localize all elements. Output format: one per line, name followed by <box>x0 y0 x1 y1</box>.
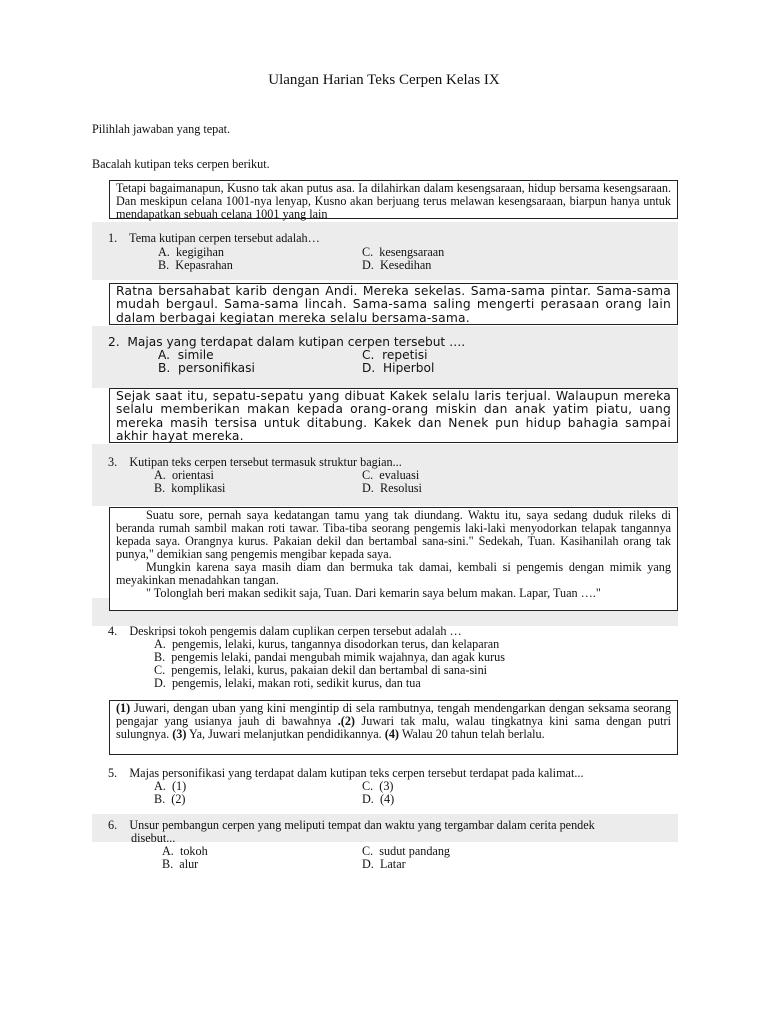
question-text: Unsur pembangun cerpen yang meliputi tempat dan waktu yang tergambar dalam cerita pendek <box>129 818 595 832</box>
option-4a[interactable]: A. pengemis, lelaki, kurus, tangannya disodorkan terus, dan kelaparan <box>154 637 500 651</box>
question-text: Kutipan teks cerpen tersebut termasuk struktur bagian... <box>129 455 402 469</box>
option-3a[interactable]: A. orientasi <box>154 468 214 482</box>
option-3b[interactable]: B. komplikasi <box>154 481 226 495</box>
question-number: 3. <box>108 455 118 469</box>
passage-box-1 <box>109 180 678 219</box>
option-2a[interactable]: A. simile <box>158 348 214 362</box>
question-1 <box>108 231 320 246</box>
question-6-cont: disebut... <box>131 831 176 845</box>
question-number: 1. <box>108 231 118 245</box>
passage-box-2 <box>109 283 678 325</box>
passage-text: Tetapi bagaimanapun, Kusno tak akan putus asa. Ia dilahirkan dalam kesengsaraan, hidup bersama kesengsaraan. Dan meskipun celana 1001-nya lenyap, Kusno akan berjuang terus melawan kesengsaraan, biarpun hanya untuk mendapatkan sebuah celana 1001 yang lain <box>116 181 671 221</box>
option-4d[interactable]: D. pengemis, lelaki, makan roti, sedikit kurus, dan tua <box>154 676 421 690</box>
option-1d[interactable]: D. Kesedihan <box>362 258 432 272</box>
passage-paragraph-3: " Tolonglah beri makan sedikit saja, Tuan. Dari kemarin saya belum makan. Lapar, Tuan …." <box>146 586 601 600</box>
passage-box-3 <box>109 388 678 443</box>
question-6 <box>108 818 595 833</box>
option-5b[interactable]: B. (2) <box>154 792 186 806</box>
passage-box-5 <box>109 700 678 755</box>
question-number: 5. <box>108 766 118 780</box>
passage-text: Ratna bersahabat karib dengan Andi. Mereka sekelas. Sama-sama pintar. Sama-sama mudah bergaul. Sama-sama lincah. Sama-sama saling mengerti perasaan orang lain dalam berbagai kegiatan mereka selalu bersama-sama. <box>116 284 671 325</box>
question-text: Majas yang terdapat dalam kutipan cerpen tersebut …. <box>127 335 466 349</box>
option-2d[interactable]: D. Hiperbol <box>362 361 435 375</box>
question-3 <box>108 455 402 470</box>
page-title: Ulangan Harian Teks Cerpen Kelas IX <box>268 72 500 88</box>
option-1c[interactable]: C. kesengsaraan <box>362 245 445 259</box>
passage-paragraph-1: Suatu sore, pernah saya kedatangan tamu yang tak diundang. Waktu itu, saya sedang duduk rileks di beranda rumah sambil makan roti tawar. Tiba-tiba seorang pengemis laki-laki menyodorkan telapak tangannya kepada saya. Orangnya kurus. Pakaian dekil dan bertambal sana-sini." Sedekah, Tuan. Kasihanilah orang tak punya," demikian sang pengemis mengibar kepada saya. <box>116 508 671 561</box>
question-number: 6. <box>108 818 118 832</box>
question-text: Tema kutipan cerpen tersebut adalah… <box>129 231 320 245</box>
option-5a[interactable]: A. (1) <box>154 779 187 793</box>
option-3c[interactable]: C. evaluasi <box>362 468 420 482</box>
question-2 <box>108 335 465 349</box>
question-number: 4. <box>108 624 118 638</box>
option-5d[interactable]: D. (4) <box>362 792 395 806</box>
option-6d[interactable]: D. Latar <box>362 857 406 871</box>
instruction: Pilihlah jawaban yang tepat. <box>92 122 231 136</box>
intro: Bacalah kutipan teks cerpen berikut. <box>92 157 270 171</box>
option-6b[interactable]: B. alur <box>162 857 199 871</box>
option-1a[interactable]: A. kegigihan <box>158 245 225 259</box>
question-text: Majas personifikasi yang terdapat dalam kutipan teks cerpen tersebut terdapat pada kalimat... <box>129 766 584 780</box>
option-2c[interactable]: C. repetisi <box>362 348 428 362</box>
passage-paragraph-2: Mungkin karena saya masih diam dan bermuka tak damai, kembali si pengemis dengan mimik yang meyakinkan menadahkan tangan. <box>116 560 671 587</box>
option-1b[interactable]: B. Kepasrahan <box>158 258 233 272</box>
option-6a[interactable]: A. tokoh <box>162 844 208 858</box>
question-text: Deskripsi tokoh pengemis dalam cuplikan cerpen tersebut adalah … <box>129 624 462 638</box>
option-2b[interactable]: B. personifikasi <box>158 361 255 375</box>
option-3d[interactable]: D. Resolusi <box>362 481 422 495</box>
option-5c[interactable]: C. (3) <box>362 779 394 793</box>
option-4c[interactable]: C. pengemis, lelaki, kurus, pakaian dekil dan bertambal di sana-sini <box>154 663 488 677</box>
option-6c[interactable]: C. sudut pandang <box>362 844 451 858</box>
passage-box-4 <box>109 507 678 611</box>
option-4b[interactable]: B. pengemis lelaki, pandai mengubah mimik wajahnya, dan agak kurus <box>154 650 505 664</box>
question-number: 2. <box>108 335 120 349</box>
passage-text: (1) Juwari, dengan uban yang kini mengintip di sela rambutnya, tengah mendengarkan dengan seksama seorang pengajar yang usianya jauh di bawahnya .(2) Juwari tak malu, walau tingkatnya kini sama dengan putri sulungnya. (3) Ya, Juwari melanjutkan pendidikannya. (4) Walau 20 tahun telah berlalu. <box>116 701 671 741</box>
passage-text: Sejak saat itu, sepatu-sepatu yang dibuat Kakek selalu laris terjual. Walaupun mereka selalu memberikan makan kepada orang-orang miskin dan anak yatim piatu, uang mereka masih tersisa untuk ditabung. Kakek dan Nenek pun hidup bahagia sampai akhir hayat mereka. <box>116 389 671 443</box>
